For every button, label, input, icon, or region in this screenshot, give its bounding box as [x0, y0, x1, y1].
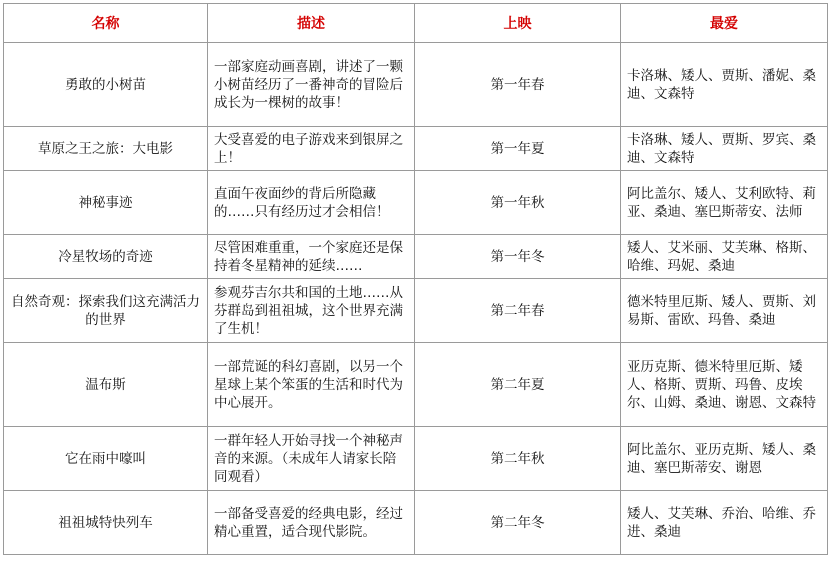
- movie-release: 第一年夏: [415, 127, 621, 171]
- movie-favorites: 阿比盖尔、矮人、艾利欧特、莉亚、桑迪、塞巴斯蒂安、法师: [621, 171, 828, 235]
- table-row: [4, 279, 828, 343]
- header-row: [4, 4, 828, 43]
- movie-description: 直面午夜面纱的背后所隐藏的……只有经历过才会相信！: [208, 171, 415, 235]
- movie-name: 草原之王之旅：大电影: [4, 127, 208, 171]
- movie-favorites: 亚历克斯、德米特里厄斯、矮人、格斯、贾斯、玛鲁、皮埃尔、山姆、桑迪、谢恩、文森特: [621, 343, 828, 427]
- movie-name: 自然奇观：探索我们这充满活力的世界: [4, 279, 208, 343]
- movie-release: 第一年冬: [415, 235, 621, 279]
- movie-description: 尽管困难重重，一个家庭还是保持着冬星精神的延续……: [208, 235, 415, 279]
- header-favorites: 最爱: [621, 4, 828, 43]
- movie-description: 大受喜爱的电子游戏来到银屏之上！: [208, 127, 415, 171]
- movie-name: 勇敢的小树苗: [4, 43, 208, 127]
- movie-description: 一群年轻人开始寻找一个神秘声音的来源。（未成年人请家长陪同观看）: [208, 427, 415, 491]
- movie-release: 第二年冬: [415, 491, 621, 555]
- movie-description: 一部家庭动画喜剧，讲述了一颗小树苗经历了一番神奇的冒险后成长为一棵树的故事！: [208, 43, 415, 127]
- movie-release: 第一年春: [415, 43, 621, 127]
- table-row: [4, 127, 828, 171]
- movie-favorites: 卡洛琳、矮人、贾斯、罗宾、桑迪、文森特: [621, 127, 828, 171]
- movie-name: 它在雨中嚎叫: [4, 427, 208, 491]
- movie-release: 第一年秋: [415, 171, 621, 235]
- movie-name: 冷星牧场的奇迹: [4, 235, 208, 279]
- table-body: [4, 43, 828, 555]
- movie-description: 一部荒诞的科幻喜剧，以另一个星球上某个笨蛋的生活和时代为中心展开。: [208, 343, 415, 427]
- table-row: [4, 491, 828, 555]
- movie-name: 祖祖城特快列车: [4, 491, 208, 555]
- movie-name: 神秘事迹: [4, 171, 208, 235]
- header-description: 描述: [208, 4, 415, 43]
- movie-table: [3, 3, 828, 555]
- table-row: [4, 43, 828, 127]
- movie-release: 第二年秋: [415, 427, 621, 491]
- movie-release: 第二年春: [415, 279, 621, 343]
- table-row: [4, 427, 828, 491]
- table-header: [4, 4, 828, 43]
- movie-favorites: 阿比盖尔、亚历克斯、矮人、桑迪、塞巴斯蒂安、谢恩: [621, 427, 828, 491]
- movie-favorites: 矮人、艾芙琳、乔治、哈维、乔进、桑迪: [621, 491, 828, 555]
- movie-description: 一部备受喜爱的经典电影，经过精心重置，适合现代影院。: [208, 491, 415, 555]
- movie-favorites: 德米特里厄斯、矮人、贾斯、刘易斯、雷欧、玛鲁、桑迪: [621, 279, 828, 343]
- table-row: [4, 171, 828, 235]
- movie-favorites: 卡洛琳、矮人、贾斯、潘妮、桑迪、文森特: [621, 43, 828, 127]
- movie-release: 第二年夏: [415, 343, 621, 427]
- table-row: [4, 235, 828, 279]
- header-release: 上映: [415, 4, 621, 43]
- movie-favorites: 矮人、艾米丽、艾芙琳、格斯、哈维、玛妮、桑迪: [621, 235, 828, 279]
- movie-description: 参观芬吉尔共和国的土地……从芬群岛到祖祖城，这个世界充满了生机！: [208, 279, 415, 343]
- table-row: [4, 343, 828, 427]
- movie-name: 温布斯: [4, 343, 208, 427]
- header-name: 名称: [4, 4, 208, 43]
